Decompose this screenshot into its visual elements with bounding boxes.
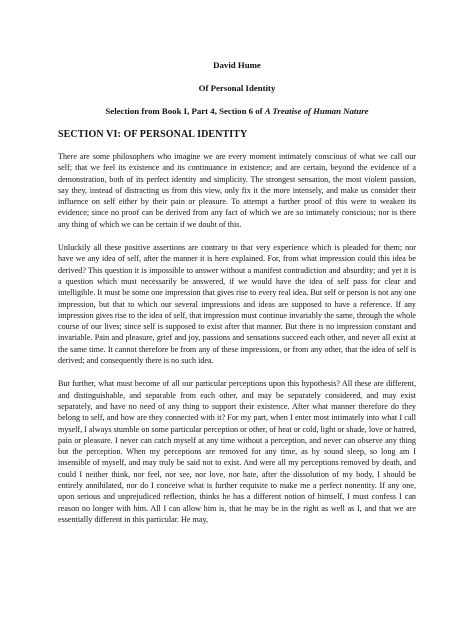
- section-heading: SECTION VI: OF PERSONAL IDENTITY: [58, 129, 248, 140]
- essay-title: Of Personal Identity: [198, 83, 276, 93]
- author-name: David Hume: [213, 60, 261, 70]
- paragraph-3: But further, what must become of all our particular perceptions upon this hypothesis? All these are different, and distinguishable, and separable from each other, and may be separately considered, and may exist separately, and have no need of any thing to support their existence. After what manner therefore do they belong to self, and how are they connected with it? For my part, when I enter most intimately into what I call myself, I always stumble on some particular perception or other, of heat or cold, light or shade, love or hatred, pain or pleasure. I never can catch myself at any time without a perception, and never can observe any thing but the perception. When my perceptions are removed for any time, as by sound sleep, so long am I insensible of myself, and may truly be said not to exist. And were all my perceptions removed by death, and could I neither think, nor feel, nor see, nor love, nor hate, after the dissolution of my body, I should be entirely annihilated, nor do I conceive what is further requisite to make me a perfect nonentity. If any one, upon serious and unprejudiced reflection, thinks he has a different notion of himself, I must confess I can reason no longer with him. All I can allow him is, that he may be in the right as well as I, and that we are essentially different in this particular. He may,: [58, 379, 416, 524]
- work-title: A Treatise of Human Nature: [264, 106, 369, 116]
- paragraph-1: There are some philosophers who imagine we are every moment intimately conscious of what we call our self; that we feel its existence and its continuance in existence; and are certain, beyond the evidence of a demonstration, both of its perfect identity and simplicity. The strongest sensation, the most violent passion, say they, instead of distracting us from this view, only fix it the more intensely, and make us consider their influence on self either by their pain or pleasure. To attempt a further proof of this were to weaken its evidence; since no proof can be derived from any fact of which we are so intimately conscious; nor is there any thing of which we can be certain if we doubt of this.: [58, 152, 416, 229]
- selection-prefix: Selection from Book I, Part 4, Section 6 of: [105, 106, 265, 116]
- selection-line: [58, 106, 416, 117]
- paragraph-2: Unluckily all these positive assertions are contrary to that very experience which is pleaded for them; nor have we any idea of self, after the manner it is here explained. For, from what impression could this idea be derived? This question it is impossible to answer without a manifest contradiction and absurdity; and yet it is a question which must necessarily be answered, if we would have the idea of self pass for clear and intelligible. It must be some one impression that gives rise to every real idea. But self or person is not any one impression, but that to which our several impressions and ideas are supposed to have a reference. If any impression gives rise to the idea of self, that impression must continue invariably the same, through the whole course of our lives; since self is supposed to exist after that manner. But there is no impression constant and invariable. Pain and pleasure, grief and joy, passions and sensations succeed each other, and never all exist at the same time. It cannot therefore be from any of these impressions, or from any other, that the idea of self is derived; and consequently there is no such idea.: [58, 243, 416, 366]
- body-text: [58, 151, 416, 525]
